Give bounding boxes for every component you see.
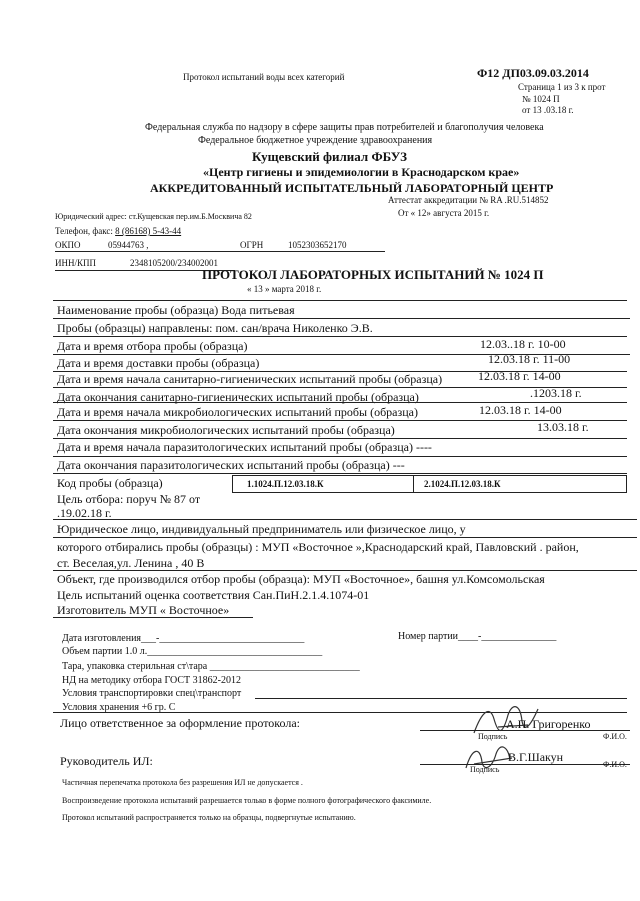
goal-divider [53, 519, 637, 520]
phone-label: Телефон, факс: [55, 226, 116, 236]
entity-divider [53, 537, 637, 538]
manufacturer: Изготовитель МУП « Восточное» [57, 603, 230, 617]
row-label: Дата и время отбора пробы (образца) [57, 339, 248, 353]
transport-conditions: Условия транспортировки спец\транспорт [62, 688, 242, 699]
batch-volume: Объем партии 1.0 л.___________________________________ [62, 646, 323, 657]
accreditation-date: От « 12» августа 2015 г. [398, 208, 490, 218]
row-divider [53, 456, 627, 457]
entity-line-1: Юридическое лицо, индивидуальный предприниматель или физическое лицо, у [57, 522, 466, 536]
entity-line-2: которого отбирались пробы (образцы) : МУП «Восточное »,Краснодарский край, Павловский . район, [57, 540, 579, 554]
center-name: «Центр гигиены и эпидемиологии в Краснодарском крае» [203, 165, 520, 179]
responsible-sign-line [420, 730, 630, 731]
row-label: Дата окончания паразитологических испытаний пробы (образца) --- [57, 458, 405, 472]
service-name: Федеральная служба по надзору в сфере защиты прав потребителей и благополучия человека [145, 122, 544, 133]
lab-name: АККРЕДИТОВАННЫЙ ИСПЫТАТЕЛЬНЫЙ ЛАБОРАТОРНЫЙ ЦЕНТР [150, 181, 554, 195]
okpo-underline [55, 251, 385, 252]
ogrn-value: 1052303652170 [288, 240, 347, 250]
row-value: 12.03.18 г. 11-00 [488, 352, 571, 366]
protocol-title: ПРОТОКОЛ ЛАБОРАТОРНЫХ ИСПЫТАНИЙ № 1024 П [202, 267, 544, 282]
row-label: Дата и время начала паразитологических испытаний пробы (образца) ---- [57, 440, 432, 454]
legal-address: Юридический адрес: ст.Кущевская пер.им.Б.Москвича 82 [55, 212, 252, 221]
note-reprint: Частичная перепечатка протокола без разрешения ИЛ не допускается . [62, 778, 303, 787]
row-value: .1203.18 г. [530, 386, 582, 400]
manufacturer-underline [53, 617, 253, 618]
phone-number: 8 (86168) 5-43-44 [115, 226, 182, 236]
sampling-object: Объект, где производился отбор пробы (образца): МУП «Восточное», башня ул.Комсомольская [57, 572, 545, 586]
sign-caption: Подпись [478, 732, 508, 741]
inn-label: ИНН/КПП [55, 258, 97, 268]
batch-number: Номер партии____-_______________ [398, 631, 557, 642]
row-divider [53, 438, 627, 439]
sampling-goal: Цель отбора: поруч № 87 от [57, 492, 201, 506]
note-scope: Протокол испытаний распространяется только на образцы, подвергнутые испытанию. [62, 813, 356, 822]
branch-name: Кущевский филиал ФБУЗ [252, 149, 407, 164]
responsible-name: А.П. Григоренко [506, 717, 591, 731]
row-value: 13.03.18 г. [537, 420, 589, 434]
fio-caption: Ф.И.О. [603, 760, 627, 769]
sampling-goal-date: .19.02.18 г. [57, 506, 112, 520]
row-label: Дата и время начала санитарно-гигиенических испытаний пробы (образца) [57, 372, 443, 386]
ogrn-label: ОГРН [240, 240, 264, 250]
row-label: Наименование пробы (образца) Вода питьевая [57, 303, 295, 317]
protocol-number: № 1024 П [522, 94, 560, 104]
row-value: 12.03.18 г. 14-00 [478, 369, 561, 383]
form-code: Ф12 ДП03.09.03.2014 [477, 66, 589, 80]
head-label: Руководитель ИЛ: [60, 754, 153, 768]
inn-value: 2348105200/234002001 [130, 258, 219, 268]
test-purpose: Цель испытаний оценка соответствия Сан.ПиН.2.1.4.1074-01 [57, 588, 370, 602]
responsible-label: Лицо ответственное за оформление протокола: [60, 716, 300, 730]
okpo-label: ОКПО [55, 240, 81, 250]
packaging: Тара, упаковка стерильная ст\тара ______________________________ [62, 661, 360, 672]
fio-caption: Ф.И.О. [603, 732, 627, 741]
row-label: Дата окончания микробиологических испытаний пробы (образца) [57, 423, 395, 437]
storage-conditions: Условия хранения +6 гр. С [62, 702, 176, 713]
row-value: 12.03.18 г. 14-00 [479, 403, 562, 417]
row-divider [53, 473, 627, 474]
row-label: Дата окончания санитарно-гигиенических испытаний пробы (образца) [57, 390, 419, 404]
sample-code-label: Код пробы (образца) [57, 476, 163, 490]
sample-code-2: 2.1024.П.12.03.18.К [424, 479, 501, 489]
row-label: Пробы (образцы) направлены: пом. сан/врача Николенко Э.В. [57, 321, 373, 335]
row-label: Дата и время доставки пробы (образца) [57, 356, 260, 370]
manufacture-date: Дата изготовления___-_____________________________ [62, 633, 305, 644]
row-divider [53, 318, 630, 319]
head-name: В.Г.Шакун [508, 750, 564, 764]
note-reproduction: Воспроизведение протокола испытаний разрешается только в форме полного фотографического факсимиле. [62, 796, 432, 805]
rows-top-line [53, 300, 627, 301]
sample-code-1: 1.1024.П.12.03.18.К [247, 479, 324, 489]
sample-code-2-box [413, 475, 627, 493]
protocol-issue-date: « 13 » марта 2018 г. [247, 284, 322, 294]
okpo-value: 05944763 , [108, 240, 149, 250]
protocol-date: от 13 .03.18 г. [522, 105, 574, 115]
entity-divider [53, 570, 637, 571]
row-value: 12.03..18 г. 10-00 [480, 337, 566, 351]
sample-code-1-box [232, 475, 414, 493]
sign-caption: Подпись [470, 765, 500, 774]
institution-name: Федеральное бюджетное учреждение здравоохранения [198, 135, 433, 146]
head-sign-line [420, 764, 630, 765]
page-info: Страница 1 из 3 к прот [518, 82, 606, 92]
transport-underline [255, 698, 627, 699]
document-kind: Протокол испытаний воды всех категорий [183, 72, 345, 82]
sampling-method: НД на методику отбора ГОСТ 31862-2012 [62, 675, 241, 686]
accreditation: Аттестат аккредитации № RA .RU.514852 [388, 195, 549, 205]
entity-line-3: ст. Веселая,ул. Ленина , 40 В [57, 556, 205, 570]
row-label: Дата и время начала микробиологических испытаний пробы (образца) [57, 405, 418, 419]
phone-line [55, 227, 181, 236]
